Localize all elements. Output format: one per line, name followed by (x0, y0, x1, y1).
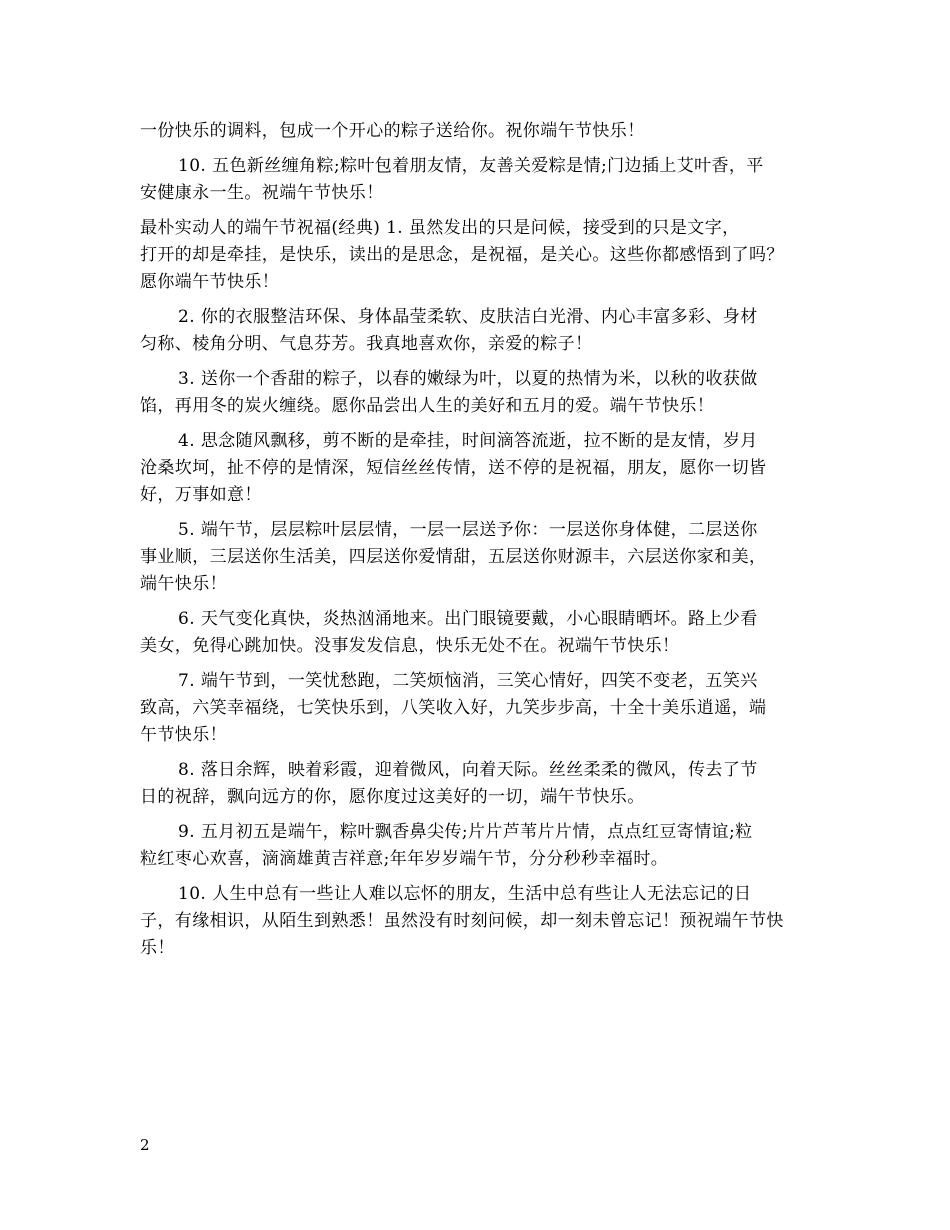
text-line: 午节快乐！ (140, 725, 227, 745)
paragraph-gap (140, 660, 812, 668)
paragraph-gap (140, 749, 812, 757)
text-line: 好，万事如意！ (140, 485, 262, 505)
text-line: 10. 人生中总有一些让人难以忘怀的朋友，生活中总有些让人无法忘记的日 (178, 884, 752, 904)
text-line: 7. 端午节到，一笑忧愁跑，二笑烦恼消，三笑心情好，四笑不变老，五笑兴 (178, 671, 758, 691)
paragraph-gap (140, 598, 812, 606)
text-line: 馅，再用冬的炭火缠绕。愿你品尝出人生的美好和五月的爱。端午节快乐！ (140, 396, 715, 416)
text-line: 端午快乐！ (140, 574, 227, 594)
text-line: 3. 送你一个香甜的粽子，以春的嫩绿为叶，以夏的热情为米，以秋的收获做 (178, 369, 758, 389)
paragraph-gap (140, 207, 812, 215)
text-line: 匀称、棱角分明、气息芬芳。我真地喜欢你，亲爱的粽子！ (140, 334, 593, 354)
text-line: 4. 思念随风飘移，剪不断的是牵挂，时间滴答流逝，拉不断的是友情，岁月 (178, 431, 758, 451)
text-line: 美女，免得心跳加快。没事发发信息，快乐无处不在。祝端午节快乐！ (140, 636, 680, 656)
page-number: 2 (140, 1136, 150, 1154)
paragraph-gap (140, 145, 812, 153)
text-line: 愿你端午节快乐！ (140, 272, 280, 292)
paragraph-gap (140, 811, 812, 819)
text-line: 一份快乐的调料，包成一个开心的粽子送给你。祝你端午节快乐！ (140, 121, 645, 141)
text-line: 10. 五色新丝缠角粽;粽叶包着朋友情，友善关爱粽是情;门边插上艾叶香，平 (178, 156, 764, 176)
text-line: 6. 天气变化真快，炎热汹涌地来。出门眼镜要戴，小心眼睛晒坏。路上少看 (178, 609, 758, 629)
paragraph-gap (140, 873, 812, 881)
text-line: 粒红枣心欢喜，滴滴雄黄吉祥意;年年岁岁端午节，分分秒秒幸福时。 (140, 849, 669, 869)
text-line: 子，有缘相识，从陌生到熟悉！虽然没有时刻问候，却一刻未曾忘记！预祝端午节快 (140, 911, 784, 931)
text-line: 2. 你的衣服整洁环保、身体晶莹柔软、皮肤洁白光滑、内心丰富多彩、身材 (178, 307, 758, 327)
paragraph-gap (140, 296, 812, 304)
paragraph-gap (140, 509, 812, 517)
text-line: 最朴实动人的端午节祝福(经典) 1. 虽然发出的只是问候，接受到的只是文字， (140, 218, 740, 238)
text-line: 9. 五月初五是端午，粽叶飘香鼻尖传;片片芦苇片片情，点点红豆寄情谊;粒 (178, 822, 753, 842)
text-line: 安健康永一生。祝端午节快乐！ (140, 183, 384, 203)
paragraph-gap (140, 420, 812, 428)
text-line: 事业顺，三层送你生活美，四层送你爱情甜，五层送你财源丰，六层送你家和美， (140, 547, 767, 567)
text-line: 打开的却是牵挂，是快乐，读出的是思念，是祝福，是关心。这些你都感悟到了吗？ (140, 245, 784, 265)
text-line: 5. 端午节，层层粽叶层层情，一层一层送予你：一层送你身体健，二层送你 (178, 520, 758, 540)
document-body (140, 118, 812, 962)
text-line: 日的祝辞，飘向远方的你，愿你度过这美好的一切，端午节快乐。 (140, 787, 645, 807)
text-line: 乐！ (140, 938, 175, 958)
text-line: 8. 落日余辉，映着彩霞，迎着微风，向着天际。丝丝柔柔的微风，传去了节 (178, 760, 758, 780)
text-line: 沧桑坎坷，扯不停的是情深，短信丝丝传情，送不停的是祝福，朋友，愿你一切皆 (140, 458, 767, 478)
paragraph-gap (140, 358, 812, 366)
text-line: 致高，六笑幸福绕，七笑快乐到，八笑收入好，九笑步步高，十全十美乐逍遥，端 (140, 698, 767, 718)
